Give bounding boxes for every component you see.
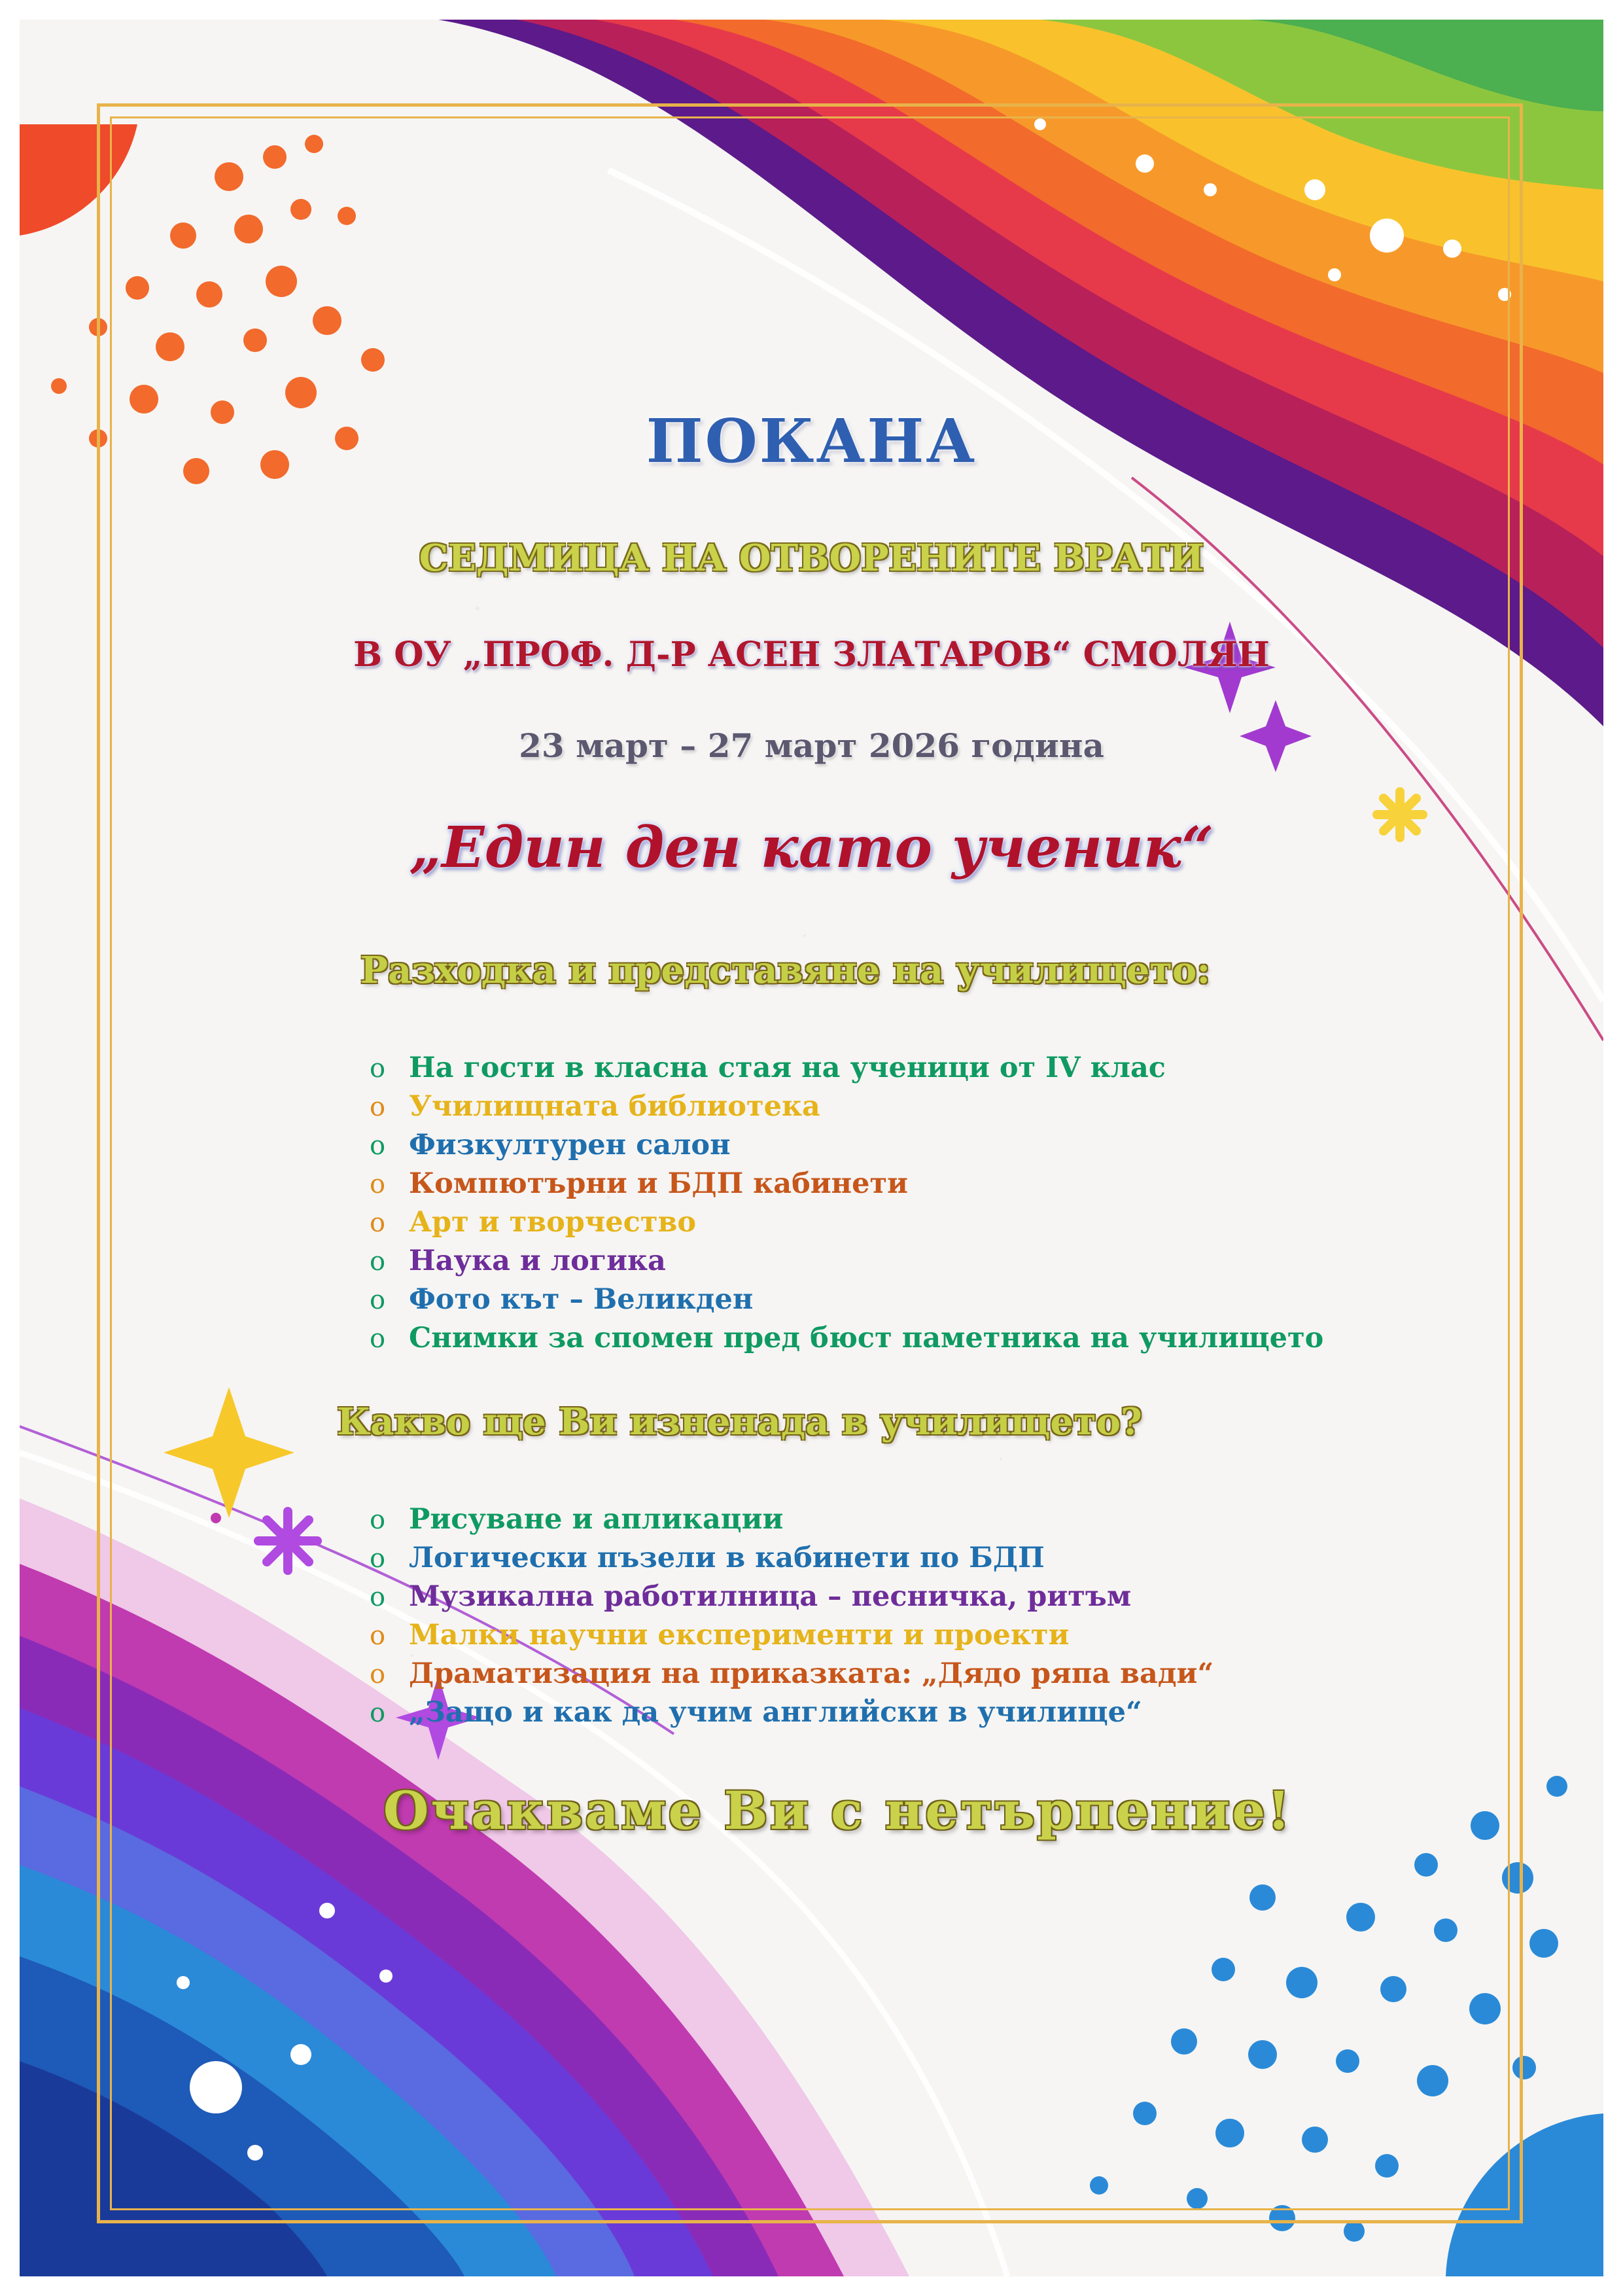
list-item-text: Драматизация на приказката: „Дядо ряпа вади“ [409,1657,1214,1690]
bullet-marker: o [370,1621,386,1651]
school-name: В ОУ „ПРОФ. Д-Р АСЕН ЗЛАТАРОВ“ СМОЛЯН [353,635,1270,675]
list-item-text: „Защо и как да учим английски в училище“ [409,1696,1142,1729]
list-item-text: Фото кът – Великден [409,1283,754,1316]
bullet-marker: o [370,1285,386,1315]
tour-list [370,1049,1323,1358]
list-item [370,1126,1323,1165]
list-item-text: Училищната библиотека [409,1090,820,1123]
list-item [370,1539,1213,1578]
invitation-poster [20,20,1603,2276]
list-item-text: На гости в класна стая на ученици от IV клас [409,1051,1166,1084]
list-item [370,1203,1323,1242]
event-slogan: „Един ден като ученик“ [409,815,1214,881]
list-item-text: Рисуване и апликации [409,1503,784,1536]
list-item [370,1578,1213,1616]
bullet-marker: o [370,1544,386,1574]
bullet-marker: o [370,1169,386,1199]
event-subtitle: СЕДМИЦА НА ОТВОРЕНИТЕ ВРАТИ [419,537,1204,580]
bullet-marker: o [370,1582,386,1612]
bullet-marker: o [370,1246,386,1277]
list-item-text: Музикална работилница – песничка, ритъм [409,1580,1132,1613]
closing-message: Очакваме Ви с нетърпение! [383,1780,1293,1841]
list-item [370,1087,1323,1126]
list-item-text: Малки научни експерименти и проекти [409,1619,1070,1651]
list-item-text: Снимки за спомен пред бюст паметника на училището [409,1322,1324,1354]
bullet-marker: o [370,1053,386,1084]
bullet-marker: o [370,1092,386,1122]
list-item [370,1165,1323,1203]
bullet-marker: o [370,1505,386,1535]
list-item [370,1500,1213,1539]
surprise-section-heading: Какво ще Ви изненада в училището? [337,1400,1142,1443]
bullet-marker: o [370,1324,386,1354]
tour-section-heading: Разходка и представяне на училището: [360,949,1211,992]
list-item [370,1049,1323,1087]
bullet-marker: o [370,1698,386,1728]
bullet-marker: o [370,1659,386,1689]
invitation-title: ПОКАНА [646,406,977,476]
list-item-text: Компютърни и БДП кабинети [409,1167,909,1200]
list-item-text: Наука и логика [409,1245,666,1277]
list-item [370,1319,1323,1358]
event-dates: 23 март – 27 март 2026 година [519,726,1104,765]
list-item [370,1242,1323,1280]
list-item-text: Логически пъзели в кабинети по БДП [409,1542,1045,1574]
list-item [370,1693,1213,1732]
surprise-list [370,1500,1213,1732]
list-item-text: Арт и творчество [409,1206,697,1239]
bullet-marker: o [370,1208,386,1238]
list-item [370,1655,1213,1693]
bullet-marker: o [370,1131,386,1161]
list-item [370,1280,1323,1319]
list-item [370,1616,1213,1655]
list-item-text: Физкултурен салон [409,1129,731,1161]
